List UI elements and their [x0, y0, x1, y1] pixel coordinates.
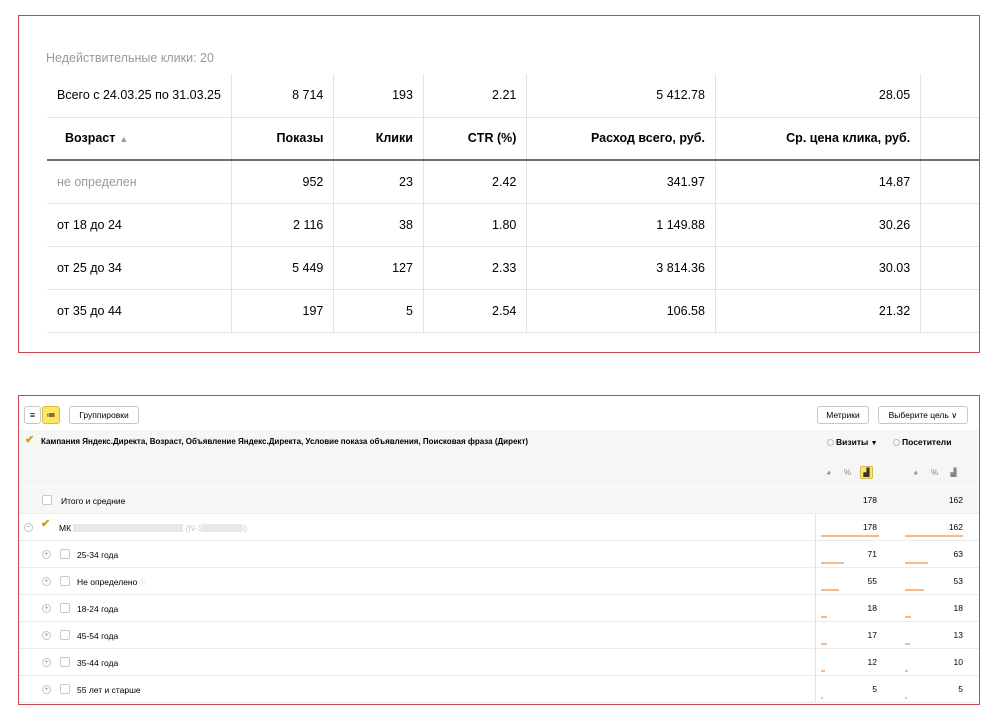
age-visitors: 10: [953, 657, 963, 667]
totals-visits: 178: [862, 495, 877, 505]
expand-icon[interactable]: +: [42, 685, 51, 694]
age-visitors: 18: [953, 603, 963, 613]
table-row: [47, 246, 979, 289]
sort-desc-icon: ▼: [870, 440, 878, 447]
visits-bar: [821, 670, 879, 672]
list-icon: ≡: [29, 410, 36, 420]
col-clicks[interactable]: Клики: [334, 117, 424, 160]
row-clicks: 5: [334, 289, 424, 332]
metrics-button[interactable]: Метрики: [817, 406, 869, 424]
table-row: [47, 160, 979, 203]
row-ctr: 2.33: [423, 246, 526, 289]
row-cpc: 21.32: [715, 289, 920, 332]
age-label[interactable]: 35-44 года: [77, 658, 119, 668]
dimensions-label: Кампания Яндекс.Директа, Возраст, Объявление Яндекс.Директа, Условие показа объявления, Поисковая фраза (Директ): [41, 437, 529, 446]
list-item: [19, 622, 980, 649]
row-age: от 35 до 44: [47, 289, 231, 332]
table-row: [47, 289, 979, 332]
age-visits: 71: [867, 549, 877, 559]
bar-chart-icon[interactable]: ▟: [950, 468, 957, 477]
invalid-clicks-text: Недействительные клики: 20: [46, 51, 214, 65]
visitors-bar: [905, 670, 963, 672]
row-extra: [921, 246, 979, 289]
summary-cost: 5 412.78: [527, 74, 716, 117]
totals-visitors: 162: [948, 495, 963, 505]
row-ctr: 2.54: [423, 289, 526, 332]
visitors-bar: [905, 643, 963, 645]
groupings-button[interactable]: Группировки: [69, 406, 139, 424]
visits-bar: [821, 535, 879, 537]
age-visits: 55: [867, 576, 877, 586]
row-checkbox[interactable]: [60, 549, 70, 559]
pie-chart-icon[interactable]: ◕: [826, 468, 831, 477]
radio-icon[interactable]: [893, 439, 900, 446]
row-extra: [921, 289, 979, 332]
radio-icon[interactable]: [827, 439, 834, 446]
percent-icon[interactable]: %: [843, 468, 852, 477]
percent-icon[interactable]: %: [930, 468, 939, 477]
summary-ctr: 2.21: [423, 74, 526, 117]
summary-cpc: 28.05: [715, 74, 920, 117]
row-age: от 25 до 34: [47, 246, 231, 289]
age-label[interactable]: 25-34 года: [77, 550, 119, 560]
age-visitors: 53: [953, 576, 963, 586]
pie-chart-icon[interactable]: ◕: [913, 468, 918, 477]
row-impressions: 2 116: [231, 203, 333, 246]
row-checkbox[interactable]: [60, 630, 70, 640]
col-extra: [921, 117, 979, 160]
visits-bar: [821, 697, 879, 699]
summary-impressions: 8 714: [231, 74, 333, 117]
row-cost: 106.58: [527, 289, 716, 332]
summary-row: [47, 74, 979, 117]
visits-bar: [821, 589, 879, 591]
col-cpc[interactable]: Ср. цена клика, руб.: [715, 117, 920, 160]
list-view-button[interactable]: [24, 406, 41, 424]
row-clicks: 38: [334, 203, 424, 246]
age-visits: 5: [872, 684, 877, 694]
goal-select-button[interactable]: Выберите цель ∨: [878, 406, 968, 424]
age-visitors: 13: [953, 630, 963, 640]
col-age[interactable]: Возраст ▲: [47, 117, 231, 160]
row-impressions: 952: [231, 160, 333, 203]
metrika-report-panel: [18, 395, 980, 705]
totals-row: [19, 487, 980, 514]
stats-table: [47, 74, 979, 333]
age-label[interactable]: 18-24 года: [77, 604, 119, 614]
visitors-bar: [905, 562, 963, 564]
list-item: [19, 595, 980, 622]
visitors-bar: [905, 535, 963, 537]
row-checkbox[interactable]: [42, 495, 52, 505]
row-cost: 1 149.88: [527, 203, 716, 246]
metric-display-toggles: [19, 454, 980, 486]
table-row: [47, 203, 979, 246]
visitors-column-header[interactable]: Посетители: [893, 437, 951, 447]
row-cost: 341.97: [527, 160, 716, 203]
visits-bar: [821, 562, 879, 564]
summary-period: Всего с 24.03.25 по 31.03.25: [47, 74, 231, 117]
header-row: [47, 117, 979, 160]
age-label[interactable]: 45-54 года: [77, 631, 119, 641]
row-cpc: 14.87: [715, 160, 920, 203]
row-checkbox[interactable]: [60, 603, 70, 613]
list-item: [19, 676, 980, 703]
age-visits: 12: [867, 657, 877, 667]
row-age: не определен: [47, 160, 231, 203]
bar-chart-icon[interactable]: ▟: [860, 466, 873, 479]
row-ctr: 2.42: [423, 160, 526, 203]
list-item: [19, 649, 980, 676]
expand-icon[interactable]: +: [42, 550, 51, 559]
campaign-visitors: 162: [948, 522, 963, 532]
row-checkbox[interactable]: [60, 576, 70, 586]
expand-icon[interactable]: +: [42, 658, 51, 667]
row-impressions: 5 449: [231, 246, 333, 289]
visits-bar: [821, 643, 879, 645]
row-checkbox[interactable]: [60, 657, 70, 667]
row-cpc: 30.03: [715, 246, 920, 289]
summary-clicks: 193: [334, 74, 424, 117]
expand-icon[interactable]: +: [42, 631, 51, 640]
checkmark-icon[interactable]: ✔: [41, 518, 51, 530]
age-visits: 17: [867, 630, 877, 640]
col-cost[interactable]: Расход всего, руб.: [527, 117, 716, 160]
dimensions-header: [19, 430, 980, 454]
row-cost: 3 814.36: [527, 246, 716, 289]
direct-stats-panel: [18, 15, 980, 353]
age-label[interactable]: 55 лет и старше: [77, 685, 141, 695]
age-visitors: 5: [958, 684, 963, 694]
col-ctr[interactable]: CTR (%): [423, 117, 526, 160]
info-icon[interactable]: ⓘ: [137, 580, 147, 587]
col-impressions[interactable]: Показы: [231, 117, 333, 160]
row-extra: [921, 203, 979, 246]
visitors-bar: [905, 589, 963, 591]
row-ctr: 1.80: [423, 203, 526, 246]
row-clicks: 23: [334, 160, 424, 203]
row-checkbox[interactable]: [60, 684, 70, 694]
age-visitors: 63: [953, 549, 963, 559]
age-label[interactable]: Не определено ⓘ: [77, 577, 147, 587]
row-impressions: 197: [231, 289, 333, 332]
row-clicks: 127: [334, 246, 424, 289]
visits-bar: [821, 616, 879, 618]
expand-icon[interactable]: +: [42, 604, 51, 613]
row-extra: [921, 160, 979, 203]
list-item: [19, 541, 980, 568]
summary-extra: [921, 74, 979, 117]
row-age: от 18 до 24: [47, 203, 231, 246]
checkmark-icon[interactable]: ✔: [25, 434, 35, 446]
row-cpc: 30.26: [715, 203, 920, 246]
expand-icon[interactable]: +: [42, 577, 51, 586]
visitors-bar: [905, 616, 963, 618]
list-item: [19, 568, 980, 595]
campaign-row: [19, 514, 980, 541]
tree-icon: ≔: [46, 409, 56, 420]
sort-asc-icon: ▲: [119, 134, 129, 145]
campaign-label[interactable]: МК (N-1 i): [59, 523, 248, 533]
visits-column-header[interactable]: Визиты ▼: [827, 437, 878, 447]
collapse-icon[interactable]: −: [24, 523, 33, 532]
visitors-bar: [905, 697, 963, 699]
age-visits: 18: [867, 603, 877, 613]
tree-view-button[interactable]: [42, 406, 60, 424]
totals-label: Итого и средние: [61, 496, 126, 506]
campaign-visits: 178: [862, 522, 877, 532]
